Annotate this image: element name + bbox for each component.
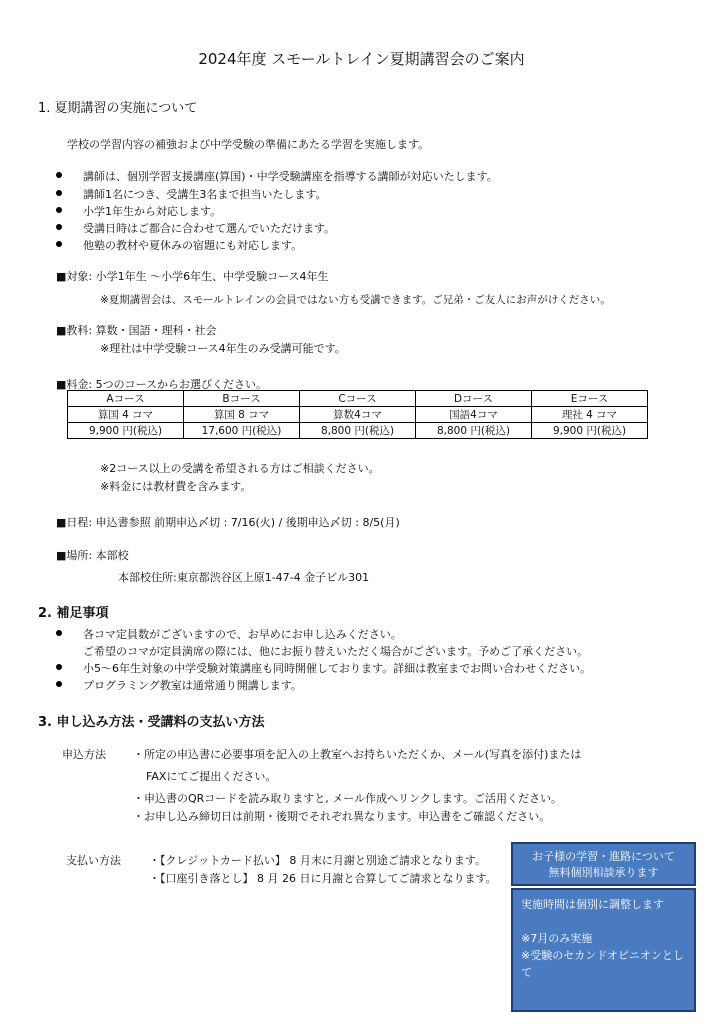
table-row xyxy=(68,407,648,423)
course-name: Dコース xyxy=(416,391,532,407)
fee-label: ■料金: 5つのコースからお選びください。 xyxy=(56,378,268,391)
spacer xyxy=(521,913,686,930)
consultation-note-1: ※7月のみ実施 xyxy=(521,932,593,945)
list-item: 小学1年生から対応します。 xyxy=(0,203,723,219)
table-row xyxy=(68,391,648,407)
apply-line: ・お申し込み締切日は前期・後期でそれぞれ異なります。申込書をご確認ください。 xyxy=(133,810,551,823)
consultation-note-2: ※受験のセカンドオピニオンとして xyxy=(521,949,684,979)
list-item: 受講日時はご都合に合わせて選んでいただけます。 xyxy=(0,220,723,236)
course-content: 国語4コマ xyxy=(416,407,532,423)
bullet-icon xyxy=(56,172,62,178)
table-row xyxy=(68,423,648,439)
section3-heading: 3. 申し込み方法・受講料の支払い方法 xyxy=(38,715,265,730)
section1-intro: 学校の学習内容の補強および中学受験の準備にあたる学習を実施します。 xyxy=(67,138,430,151)
list-item-continuation: ご希望のコマが定員満席の際には、他にお振り替えいただく場合がございます。予めご了承ください。 xyxy=(83,645,589,658)
bullet-icon xyxy=(56,224,62,230)
subject-note: ※理社は中学受験コース4年生のみ受講可能です。 xyxy=(100,342,346,355)
section2-heading: 2. 補足事項 xyxy=(38,606,109,621)
apply-line: FAXにてご提出ください。 xyxy=(146,770,277,783)
apply-line: ・申込書のQRコードを読み取りますと, メール作成へリンクします。ご活用ください。 xyxy=(133,792,562,805)
course-price: 8,800 円(税込) xyxy=(300,423,416,439)
apply-label: 申込方法 xyxy=(62,748,106,761)
fee-note-2: ※料金には教材費を含みます。 xyxy=(100,480,252,493)
schedule-line: ■日程: 申込書参照 前期申込〆切 : 7/16(火) / 後期申込〆切 : 8/5(月) xyxy=(56,516,400,529)
place-line: ■場所: 本部校 xyxy=(56,549,129,562)
bullet-icon xyxy=(56,207,62,213)
list-item: 各コマ定員数がございますので、お早めにお申し込みください。 xyxy=(0,626,723,642)
list-item: 小5～6年生対象の中学受験対策講座も同時開催しております。詳細は教室までお問い合わせください。 xyxy=(0,660,723,676)
payment-label: 支払い方法 xyxy=(66,854,121,867)
course-content: 算国 4 コマ xyxy=(68,407,184,423)
consultation-line-1: お子様の学習・進路について xyxy=(532,850,675,863)
course-price: 9,900 円(税込) xyxy=(68,423,184,439)
course-price: 9,900 円(税込) xyxy=(532,423,648,439)
course-name: Cコース xyxy=(300,391,416,407)
bullet-icon xyxy=(56,681,62,687)
list-item: 講師は、個別学習支援講座(算国)・中学受験講座を指導する講師が対応いたします。 xyxy=(0,168,723,184)
subject-line: ■教科: 算数・国語・理科・社会 xyxy=(56,324,217,337)
address-line: 本部校住所:東京都渋谷区上原1-47-4 金子ビル301 xyxy=(118,571,370,584)
bullet-icon xyxy=(56,190,62,196)
consultation-details xyxy=(511,888,696,1012)
payment-line: ・【クレジットカード払い】 8 月末に月謝と別途ご請求となります。 xyxy=(149,854,487,867)
page-title: 2024年度 スモールトレイン夏期講習会のご案内 xyxy=(198,50,525,68)
list-item: 講師1名につき、受講生3名まで担当いたします。 xyxy=(0,186,723,202)
bullet-icon xyxy=(56,630,62,636)
target-line: ■対象: 小学1年生 ～小学6年生、中学受験コース4年生 xyxy=(56,270,329,283)
course-content: 算数4コマ xyxy=(300,407,416,423)
course-content: 算国 8 コマ xyxy=(184,407,300,423)
course-price: 8,800 円(税込) xyxy=(416,423,532,439)
consultation-banner xyxy=(511,842,696,886)
section1-heading: 1. 夏期講習の実施について xyxy=(38,101,198,116)
course-name: Aコース xyxy=(68,391,184,407)
list-item: プログラミング教室は通常通り開講します。 xyxy=(0,677,723,693)
fee-table xyxy=(67,390,648,439)
bullet-icon xyxy=(56,664,62,670)
apply-line: ・所定の申込書に必要事項を記入の上教室へお持ちいただくか、メール(写真を添付)または xyxy=(133,748,582,761)
course-name: Bコース xyxy=(184,391,300,407)
course-content: 理社 4 コマ xyxy=(532,407,648,423)
list-item: 他塾の教材や夏休みの宿題にも対応します。 xyxy=(0,237,723,253)
bullet-icon xyxy=(56,241,62,247)
payment-line: ・【口座引き落とし】 8 月 26 日に月謝と合算してご請求となります。 xyxy=(149,872,497,885)
course-price: 17,600 円(税込) xyxy=(184,423,300,439)
consultation-time: 実施時間は個別に調整します xyxy=(521,898,664,911)
target-note: ※夏期講習会は、スモールトレインの会員ではない方も受講できます。ご兄弟・ご友人にお声がけください。 xyxy=(100,294,611,306)
consultation-line-2: 無料個別相談承ります xyxy=(548,866,659,879)
fee-note-1: ※2コース以上の受講を希望される方はご相談ください。 xyxy=(100,462,380,475)
course-name: Eコース xyxy=(532,391,648,407)
